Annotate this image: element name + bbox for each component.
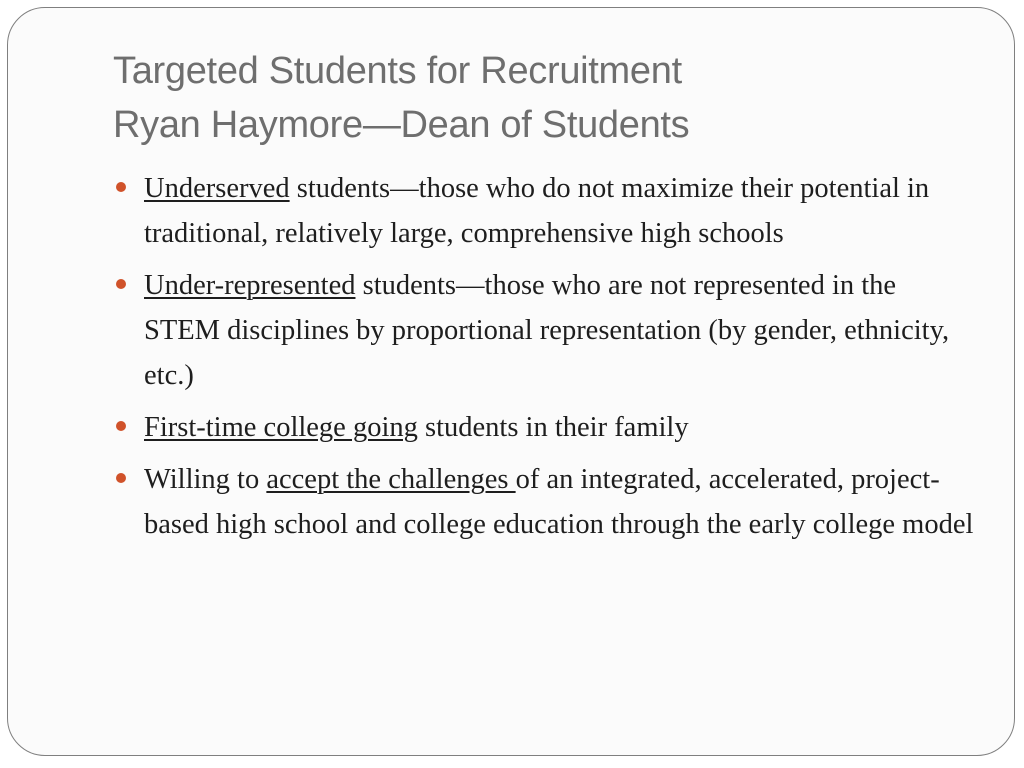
bullet-list [116, 166, 976, 554]
bullet-dot-icon [116, 421, 126, 431]
bullet-dot-icon [116, 473, 126, 483]
bullet-item-willing-to-accept [116, 457, 976, 547]
bullet-item-under-represented [116, 263, 976, 398]
bullet-underlined-term: accept the challenges [266, 464, 516, 495]
bullet-text: students—those who are not represented in the STEM disciplines by proportional representation (by gender, ethnicity, etc.) [144, 270, 950, 391]
bullet-underlined-term: Under-represented [144, 270, 356, 301]
bullet-text: students—those who do not maximize their potential in traditional, relatively large, comprehensive high schools [144, 173, 930, 249]
bullet-underlined-term: Underserved [144, 173, 290, 204]
bullet-lead: Willing to [144, 464, 267, 495]
bullet-text: students in their family [417, 412, 689, 443]
bullet-text: of an integrated, accelerated, project-based high school and college education through the early college model [144, 464, 974, 540]
bullet-dot-icon [116, 182, 126, 192]
bullet-item-underserved [116, 166, 976, 256]
bullet-underlined-term: First-time college going [144, 412, 418, 443]
title-line-2: Ryan Haymore—Dean of Students [113, 104, 690, 146]
bullet-item-first-time-college [116, 405, 976, 450]
title-line-1: Targeted Students for Recruitment [113, 50, 682, 92]
bullet-dot-icon [116, 279, 126, 289]
slide-title [113, 44, 973, 152]
